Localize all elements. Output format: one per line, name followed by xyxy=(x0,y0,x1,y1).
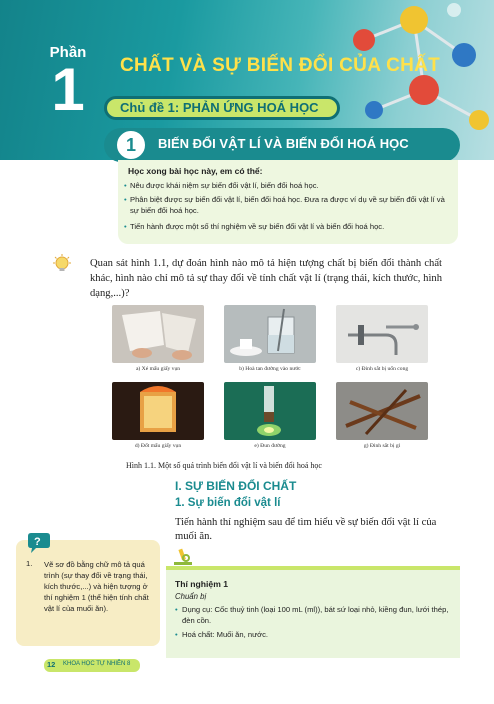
figure-caption-d: d) Đốt mẩu giấy vụn xyxy=(134,443,182,449)
figure-caption-b: b) Hoà tan đường vào nước xyxy=(239,366,301,372)
lesson-number: 1 xyxy=(114,128,148,162)
sugar-water-photo xyxy=(224,305,316,363)
part-title: CHẤT VÀ SỰ BIẾN ĐỔI CỦA CHẤT xyxy=(120,55,441,76)
figure-caption-a: a) Xé mẩu giấy vụn xyxy=(135,366,181,372)
experiment-item: • Hoá chất: Muối ăn, nước. xyxy=(182,630,452,641)
experiment-subtitle: Chuẩn bị xyxy=(175,592,207,601)
objective-item: • Tiến hành được một số thí nghiệm về sự biến đổi vật lí và biến đổi hoá học. xyxy=(130,222,450,233)
question-text: Quan sát hình 1.1, dự đoán hình nào mô tả hiện tượng chất bị biến đổi thành chất khác, hình nào chỉ mô tả sự thay đổi về tính chất vật lí (trạng thái, kích thước, hình dạng,...)? xyxy=(90,258,442,299)
torn-paper-photo xyxy=(112,305,204,363)
section-heading: I. SỰ BIẾN ĐỔI CHẤT xyxy=(175,479,297,493)
figure-caption-c: c) Đinh sắt bị uốn cong xyxy=(355,366,409,372)
burning-paper-photo xyxy=(112,382,204,440)
side-question-text: Vẽ sơ đồ bằng chữ mô tả quá trình (sự thay đổi về trạng thái, kích thước,...) và hiện tượng ở thí nghiệm 1 (thể hiện tính chất vật lí của muối ăn). xyxy=(44,560,149,613)
book-title: KHOA HỌC TỰ NHIÊN 8 xyxy=(63,661,131,667)
experiment-title: Thí nghiệm 1 xyxy=(175,579,228,589)
objective-item: • Nêu được khái niệm sự biến đổi vật lí, biến đổi hoá học. xyxy=(130,181,450,192)
side-question-number: 1. xyxy=(26,559,33,568)
figure-caption-e: e) Đun đường xyxy=(254,443,286,449)
lightbulb-icon xyxy=(52,254,72,274)
svg-text:?: ? xyxy=(34,536,41,548)
lesson-title: BIẾN ĐỔI VẬT LÍ VÀ BIẾN ĐỔI HOÁ HỌC xyxy=(158,136,409,151)
page-number: 12 xyxy=(47,660,56,669)
microscope-icon xyxy=(172,546,194,566)
objective-item: • Phân biệt được sự biến đổi vật lí, biến đổi hoá học. Đưa ra được ví dụ về sự biến đổi vật lí và sự biến đổi hoá học. xyxy=(130,195,450,216)
figure-caption-g: g) Đinh sắt bị gỉ xyxy=(363,443,401,449)
experiment-item: • Dụng cụ: Cốc thuỷ tinh (loại 100 mL (ml)), bát sứ loại nhỏ, kiềng đun, lưới thép, đèn cồn. xyxy=(182,605,452,626)
rusty-nail-photo xyxy=(336,382,428,440)
part-label: Phần xyxy=(49,44,87,61)
heating-sugar-photo xyxy=(224,382,316,440)
part-number: 1 xyxy=(51,56,85,123)
topic-title: Chủ đề 1: PHẢN ỨNG HOÁ HỌC xyxy=(120,100,319,115)
section-intro: Tiến hành thí nghiệm sau để tìm hiểu về sự biến đổi vật lí của muối ăn. xyxy=(175,517,437,542)
subsection-heading: 1. Sự biến đổi vật lí xyxy=(175,497,281,509)
question-bubble-icon xyxy=(26,532,52,554)
objectives-heading: Học xong bài học này, em có thể: xyxy=(128,166,263,176)
figure-title: Hình 1.1. Một số quá trình biến đổi vật lí và biến đổi hoá học xyxy=(126,461,322,470)
bent-nail-photo xyxy=(336,305,428,363)
